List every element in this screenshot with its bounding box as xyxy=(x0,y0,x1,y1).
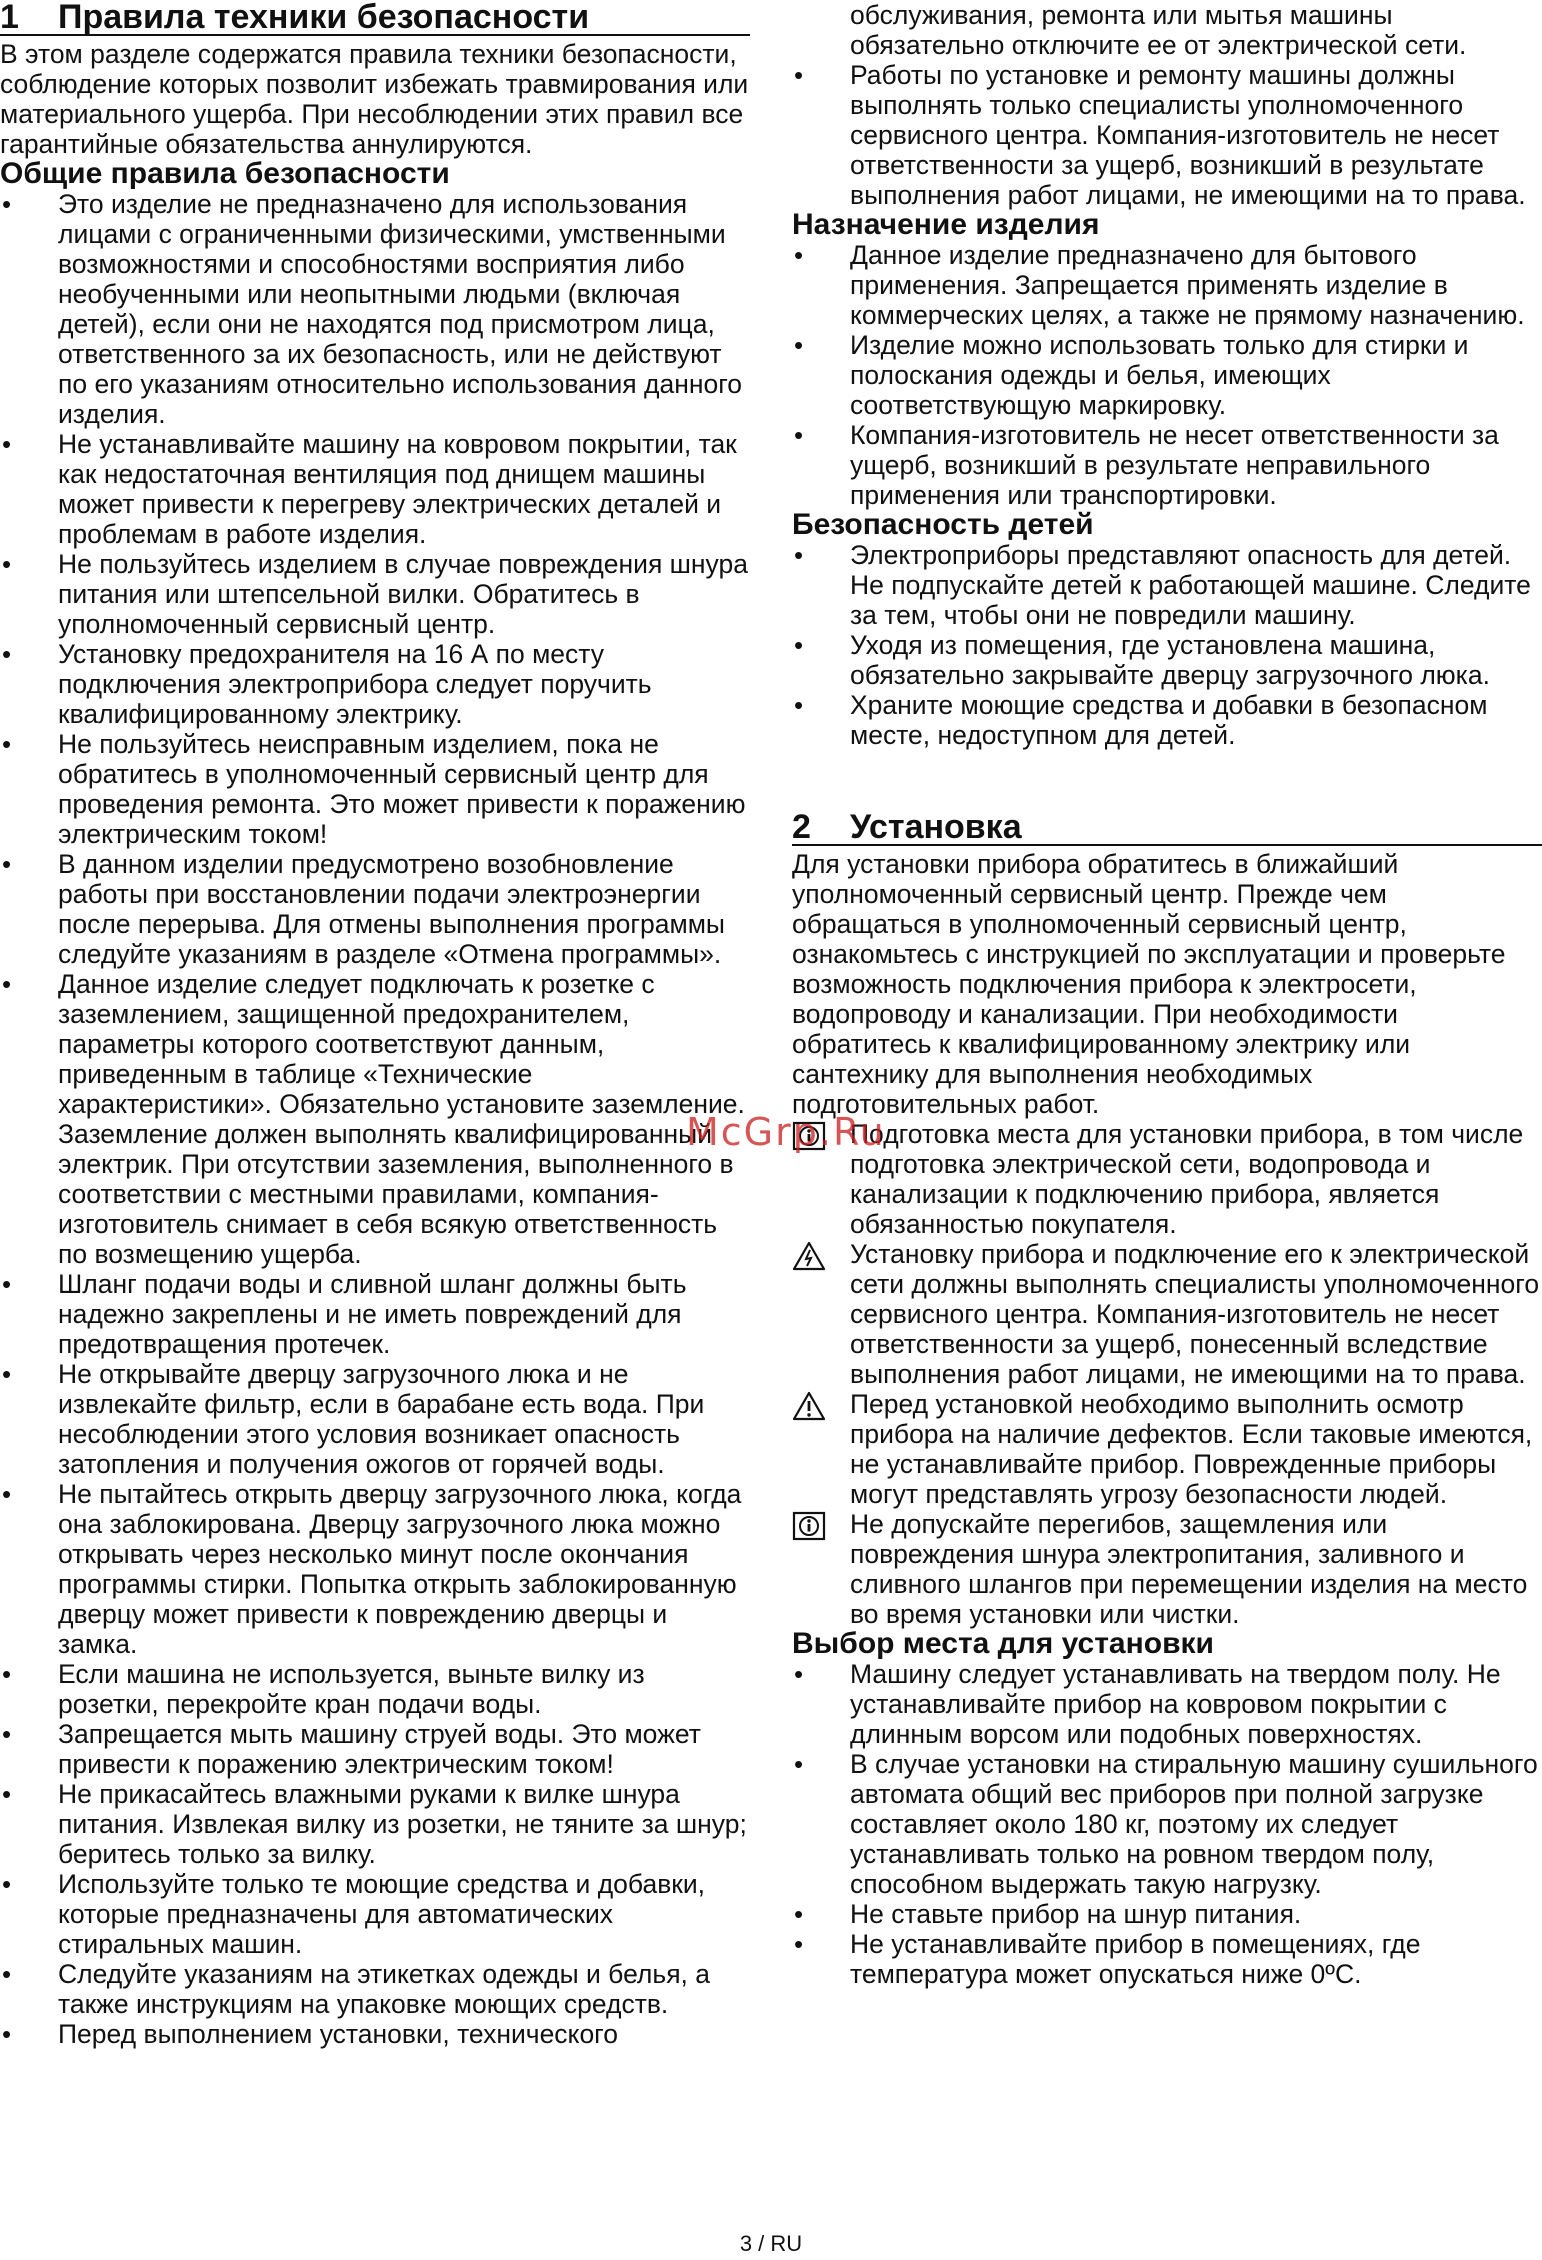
section-1-title: Правила техники безопасности xyxy=(58,0,590,36)
warning-icon xyxy=(792,1391,826,1421)
purpose-item: • Изделие можно использовать только для стирки и полоскания одежды и белья, имеющих соответствующую маркировку. xyxy=(792,330,1542,420)
placement-item: • Не устанавливайте прибор в помещениях, где температура может опускаться ниже 0ºC. xyxy=(792,1929,1542,1989)
general-safety-heading: Общие правила безопасности xyxy=(0,157,450,190)
safety-rule-item: • Данное изделие следует подключать к розетке с заземлением, защищенной предохранителем, параметры которого соответствуют данным, приведенным в таблице «Технические характеристики». Обязательно установите заземление. Заземление должен выполнять квалифицированный электрик. При отсутствии заземления, выполненного в соответствии с местными правилами, компания-изготовитель снимает в себя всякую ответственность по возмещению ущерба. xyxy=(0,969,750,1269)
safety-rule-item: • Не пользуйтесь неисправным изделием, пока не обратитесь в уполномоченный сервисный центр для проведения ремонта. Это может привести к поражению электрическим током! xyxy=(0,729,750,849)
safety-rule-item: • Если машина не используется, выньте вилку из розетки, перекройте кран подачи воды. xyxy=(0,1659,750,1719)
watermark-text: McGrp.Ru xyxy=(686,1110,886,1154)
info-icon xyxy=(792,1511,826,1541)
safety-rule-item: • Установку предохранителя на 16 А по месту подключения электроприбора следует поручить квалифицированному электрику. xyxy=(0,639,750,729)
safety-rule-item: • Перед выполнением установки, технического xyxy=(0,2019,750,2049)
child-safety-item: • Уходя из помещения, где установлена машина, обязательно закрывайте дверцу загрузочного люка. xyxy=(792,630,1542,690)
left-column xyxy=(0,0,750,2049)
safety-rule-item: • В данном изделии предусмотрено возобновление работы при восстановлении подачи электроэнергии после перерыва. Для отмены выполнения программы следуйте указаниям в разделе «Отмена программы». xyxy=(0,849,750,969)
purpose-heading: Назначение изделия xyxy=(792,208,1100,241)
safety-rule-item: • Следуйте указаниям на этикетках одежды и белья, а также инструкциям на упаковке моющих средств. xyxy=(0,1959,750,2019)
installation-note xyxy=(792,1509,1542,1629)
section-1-number: 1 xyxy=(0,0,19,36)
section-2-intro: Для установки прибора обратитесь в ближайший уполномоченный сервисный центр. Прежде чем обращаться в уполномоченный сервисный центр, ознакомьтесь с инструкцией по эксплуатации и проверьте возможность подключения прибора к электросети, водопроводу и канализации. При необходимости обратитесь к квалифицированному электрику или сантехнику для выполнения необходимых подготовительных работ. xyxy=(792,849,1506,1119)
section-1-intro: В этом разделе содержатся правила техники безопасности, соблюдение которых позволит избежать травмирования или материального ущерба. При несоблюдении этих правил все гарантийные обязательства аннулируются. xyxy=(0,39,749,159)
purpose-list xyxy=(792,240,1542,510)
placement-heading: Выбор места для установки xyxy=(792,1627,1214,1660)
purpose-item: • Компания-изготовитель не несет ответственности за ущерб, возникший в результате неправильного применения или транспортировки. xyxy=(792,420,1542,510)
general-safety-continuation: обслуживания, ремонта или мытья машины обязательно отключите ее от электрической сети. xyxy=(850,0,1467,60)
child-safety-item: • Электроприборы представляют опасность для детей. Не подпускайте детей к работающей машине. Следите за тем, чтобы они не повредили машину. xyxy=(792,540,1542,630)
section-1-heading xyxy=(0,0,750,36)
general-safety-list xyxy=(0,189,750,2049)
safety-rule-item: • Не открывайте дверцу загрузочного люка и не извлекайте фильтр, если в барабане есть вода. При несоблюдении этого условия возникает опасность затопления и получения ожогов от горячей воды. xyxy=(0,1359,750,1479)
placement-item: • В случае установки на стиральную машину сушильного автомата общий вес приборов при полной загрузке составляет около 180 кг, поэтому их следует устанавливать только на ровном твердом полу, способном выдержать такую нагрузку. xyxy=(792,1749,1542,1899)
placement-item: • Машину следует устанавливать на твердом полу. Не устанавливайте прибор на ковровом покрытии с длинным ворсом или подобных поверхностях. xyxy=(792,1659,1542,1749)
safety-rule-item: • Работы по установке и ремонту машины должны выполнять только специалисты уполномоченного сервисного центра. Компания-изготовитель не несет ответственности за ущерб, возникший в результате выполнения работ лицами, не имеющими на то права. xyxy=(792,60,1542,210)
purpose-item: • Данное изделие предназначено для бытового применения. Запрещается применять изделие в коммерческих целях, а также не прямому назначению. xyxy=(792,240,1542,330)
installation-note xyxy=(792,1389,1542,1509)
installation-note xyxy=(792,1239,1542,1389)
installation-note-text: Установку прибора и подключение его к электрической сети должны выполнять специалисты уполномоченного сервисного центра. Компания-изготовитель не несет ответственности за ущерб, понесенный вследствие выполнения работ лицами, не имеющими на то права. xyxy=(850,1239,1540,1389)
page-footer: 3 / RU xyxy=(739,2231,803,2256)
child-safety-heading: Безопасность детей xyxy=(792,508,1094,541)
installation-notes xyxy=(792,1119,1542,1629)
installation-note-text: Подготовка места для установки прибора, в том числе подготовка электрической сети, водопровода и канализации к подключению прибора, является обязанностью покупателя. xyxy=(850,1119,1524,1239)
installation-note xyxy=(792,1119,1542,1239)
section-2-title: Установка xyxy=(850,808,1022,846)
placement-list xyxy=(792,1659,1542,1989)
safety-rule-item: • Шланг подачи воды и сливной шланг должны быть надежно закреплены и не иметь повреждений для предотвращения протечек. xyxy=(0,1269,750,1359)
safety-rule-item: • Это изделие не предназначено для использования лицами с ограниченными физическими, умственными возможностями и способностями восприятия либо необученными или неопытными людьми (включая детей), если они не находятся под присмотром лица, ответственного за их безопасность, или не действуют по его указаниям относительно использования данного изделия. xyxy=(0,189,750,429)
installation-note-text: Перед установкой необходимо выполнить осмотр прибора на наличие дефектов. Если таковые имеются, не устанавливайте прибор. Поврежденные приборы могут представлять угрозу безопасности людей. xyxy=(850,1389,1533,1509)
placement-item: • Не ставьте прибор на шнур питания. xyxy=(792,1899,1542,1929)
safety-rule-item: • Запрещается мыть машину струей воды. Это может привести к поражению электрическим током! xyxy=(0,1719,750,1779)
safety-rule-item: • Не пытайтесь открыть дверцу загрузочного люка, когда она заблокирована. Дверцу загрузочного люка можно открывать через несколько минут после окончания программы стирки. Попытка открыть заблокированную дверцу может привести к повреждению дверцы и замка. xyxy=(0,1479,750,1659)
right-column xyxy=(792,0,1542,1989)
installation-note-text: Не допускайте перегибов, защемления или повреждения шнура электропитания, заливного и сливного шлангов при перемещении изделия на место во время установки или чистки. xyxy=(850,1509,1528,1629)
safety-rule-item: • Не устанавливайте машину на ковровом покрытии, так как недостаточная вентиляция под днищем машины может привести к перегреву электрических деталей и проблемам в работе изделия. xyxy=(0,429,750,549)
section-spacer xyxy=(792,750,1542,810)
section-2-heading xyxy=(792,810,1542,846)
safety-rule-item: • Не пользуйтесь изделием в случае повреждения шнура питания или штепсельной вилки. Обратитесь в уполномоченный сервисный центр. xyxy=(0,549,750,639)
child-safety-item: • Храните моющие средства и добавки в безопасном месте, недоступном для детей. xyxy=(792,690,1542,750)
general-safety-list-continued xyxy=(792,60,1542,210)
electric-warning-icon xyxy=(792,1241,826,1271)
child-safety-list xyxy=(792,540,1542,750)
safety-rule-item: • Не прикасайтесь влажными руками к вилке шнура питания. Извлекая вилку из розетки, не тяните за шнур; беритесь только за вилку. xyxy=(0,1779,750,1869)
safety-rule-item: • Используйте только те моющие средства и добавки, которые предназначены для автоматических стиральных машин. xyxy=(0,1869,750,1959)
section-2-number: 2 xyxy=(792,808,811,846)
